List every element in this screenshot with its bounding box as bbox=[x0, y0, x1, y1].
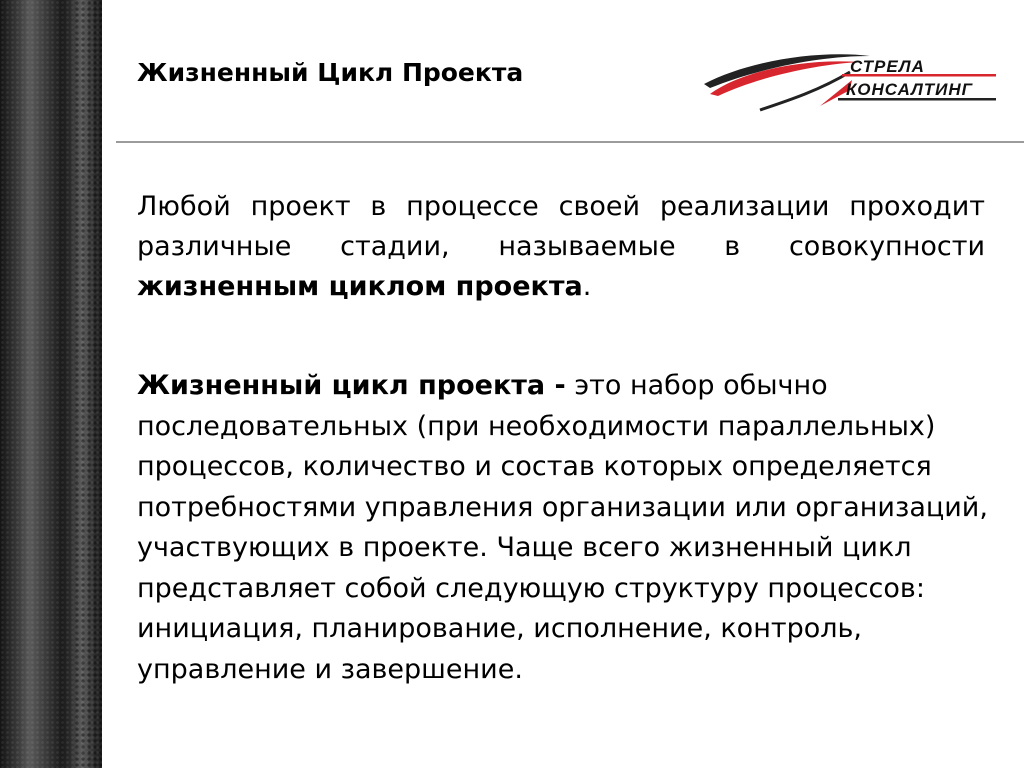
definition-paragraph bbox=[137, 366, 997, 690]
intro-bold-term: жизненным циклом проекта bbox=[137, 271, 583, 302]
logo-text-line1: СТРЕЛА bbox=[850, 57, 925, 76]
slide-title: Жизненный Цикл Проекта bbox=[137, 58, 524, 87]
side-decoration-strip bbox=[0, 0, 102, 768]
definition-text: это набор обычно последовательных (при необходимости параллельных) процессов, количество и состав которых определяется потребностями управления организации или организаций, участвующих в проекте. Чаще всего жизненный цикл представляет собой следующую структуру процессов: инициация, планирование, исполнение, контроль, управление и завершение. bbox=[137, 370, 988, 685]
strela-consulting-logo bbox=[700, 50, 1000, 112]
intro-text: Любой проект в процессе своей реализации проходит различные стадии, называемые в совокупности bbox=[137, 191, 985, 262]
intro-end: . bbox=[582, 271, 592, 302]
definition-term: Жизненный цикл проекта - bbox=[137, 370, 566, 401]
logo-swoosh-arc bbox=[760, 72, 850, 110]
title-divider bbox=[116, 141, 1024, 143]
intro-paragraph bbox=[137, 187, 985, 307]
logo-text-line2: КОНСАЛТИНГ bbox=[846, 80, 974, 99]
